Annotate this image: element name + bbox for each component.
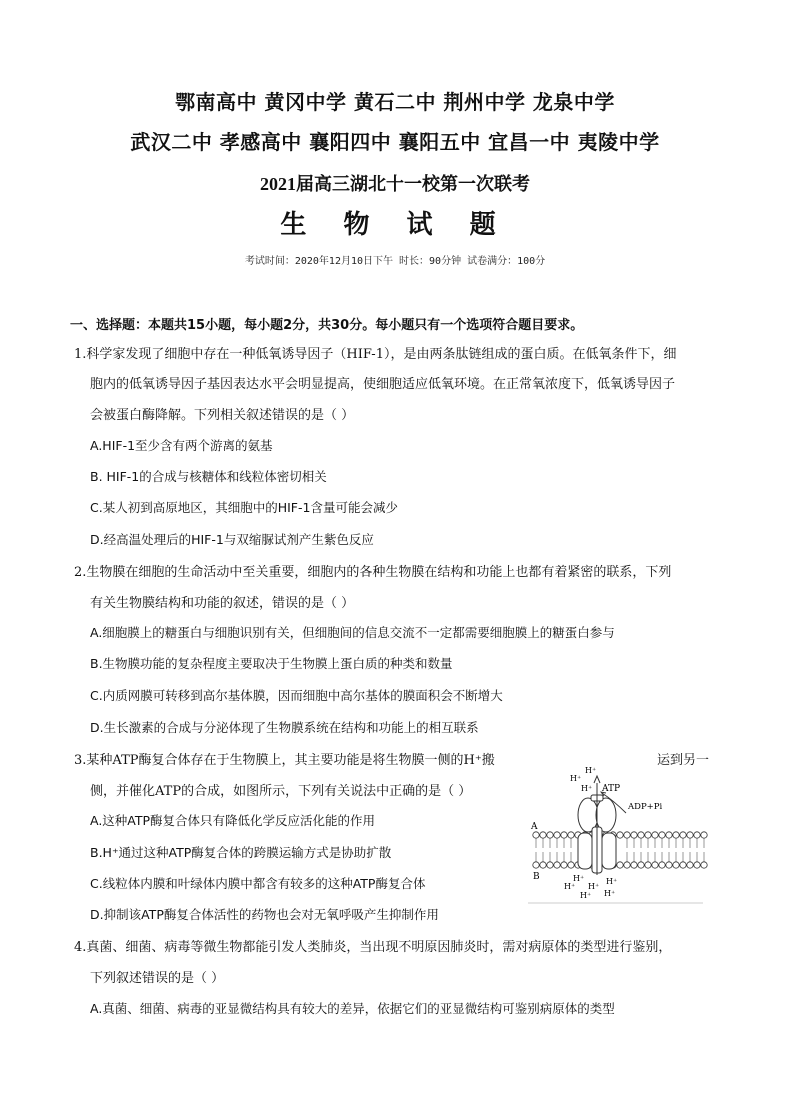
q1-option-c: C.某人初到高原地区，其细胞中的HIF-1含量可能会减少 [90, 500, 398, 515]
q2-option-a: A.细胞膜上的糖蛋白与细胞识别有关，但细胞间的信息交流不一定都需要细胞膜上的糖蛋白参与 [90, 625, 615, 640]
h-label-top-1: H⁺ [585, 766, 597, 775]
q1-stem-line1: 1.科学家发现了细胞中存在一种低氧诱导因子（HIF-1），是由两条肽链组成的蛋白质。在低氧条件下，细 [74, 347, 677, 362]
membrane-bottom-heads [533, 862, 707, 868]
q3-option-b: B.H⁺通过这种ATP酶复合体的跨膜运输方式是协助扩散 [90, 845, 392, 860]
membrane-tails [536, 838, 704, 862]
q2-stem-line2: 有关生物膜结构和功能的叙述，错误的是（ ） [90, 596, 355, 611]
q2-option-b: B.生物膜功能的复杂程度主要取决于生物膜上蛋白质的种类和数量 [90, 656, 453, 671]
h-label-top-3: H⁺ [581, 784, 593, 793]
q2-stem-line1: 2.生物膜在细胞的生命活动中至关重要，细胞内的各种生物膜在结构和功能上也都有着紧密的联系，下列 [74, 565, 672, 580]
side-b-label: B [533, 872, 540, 882]
q1-stem-line2: 胞内的低氧诱导因子基因表达水平会明显提高，使细胞适应低氧环境。在正常氧浓度下，低氧诱导因子 [90, 377, 676, 392]
h-label-bottom-1: H⁺ [573, 874, 585, 883]
atp-synthase-figure [528, 765, 718, 905]
exam-info: 考试时间：2020年12月10日下午 时长：90分钟 试卷满分：100分 [244, 256, 546, 267]
q4-stem-line1: 4.真菌、细菌、病毒等微生物都能引发人类肺炎，当出现不明原因肺炎时，需对病原体的类型进行鉴别， [74, 940, 672, 955]
h-label-bottom-5: H⁺ [604, 889, 616, 898]
section-heading: 一、选择题：本题共15小题，每小题2分，共30分。每小题只有一个选项符合题目要求。 [70, 318, 584, 333]
proton-arrow-head [594, 776, 600, 783]
atp-label: ATP [602, 784, 621, 794]
q4-stem-line2: 下列叙述错误的是（ ） [90, 971, 225, 986]
subject-title: 生 物 试 题 [280, 210, 510, 240]
q1-stem-line3: 会被蛋白酶降解。下列相关叙述错误的是（ ） [90, 408, 355, 423]
exam-name: 2021届高三湖北十一校第一次联考 [260, 174, 530, 194]
h-label-bottom-2: H⁺ [564, 882, 576, 891]
q3-stem-line1b: 运到另一 [657, 753, 710, 768]
q3-option-c: C.线粒体内膜和叶绿体内膜中都含有较多的这种ATP酶复合体 [90, 876, 426, 891]
h-label-bottom-4: H⁺ [606, 877, 618, 886]
q3-option-d: D.抑制该ATP酶复合体活性的药物也会对无氧呼吸产生抑制作用 [90, 907, 439, 922]
q4-option-a: A.真菌、细菌、病毒的亚显微结构具有较大的差异，依据它们的亚显微结构可鉴别病原体的类型 [90, 1001, 615, 1016]
q1-option-b: B. HIF-1的合成与核糖体和线粒体密切相关 [90, 469, 327, 484]
adp-pi-label: ADP+Pi [628, 802, 663, 812]
membrane-top-heads [533, 832, 707, 838]
q1-option-d: D.经高温处理后的HIF-1与双缩脲试剂产生紫色反应 [90, 532, 374, 547]
q3-option-a: A.这种ATP酶复合体只有降低化学反应活化能的作用 [90, 813, 376, 828]
q2-option-d: D.生长激素的合成与分泌体现了生物膜系统在结构和功能上的相互联系 [90, 720, 479, 735]
h-label-bottom-3: H⁺ [588, 882, 600, 891]
h-label-bottom-6: H⁺ [580, 891, 592, 900]
q2-option-c: C.内质网膜可转移到高尔基体膜，因而细胞中高尔基体的膜面积会不断增大 [90, 688, 503, 703]
q3-stem-line2: 侧，并催化ATP的合成，如图所示，下列有关说法中正确的是（ ） [90, 784, 472, 799]
schools-line-1: 鄂南高中 黄冈中学 黄石二中 荆州中学 龙泉中学 [175, 90, 615, 114]
q1-option-a: A.HIF-1至少含有两个游离的氨基 [90, 438, 273, 453]
side-a-label: A [531, 822, 538, 832]
q3-stem-line1a: 3.某种ATP酶复合体存在于生物膜上，其主要功能是将生物膜一侧的H⁺搬 [74, 753, 495, 768]
schools-line-2: 武汉二中 孝感高中 襄阳四中 襄阳五中 宜昌一中 夷陵中学 [130, 130, 660, 154]
h-label-top-2: H⁺ [570, 774, 582, 783]
